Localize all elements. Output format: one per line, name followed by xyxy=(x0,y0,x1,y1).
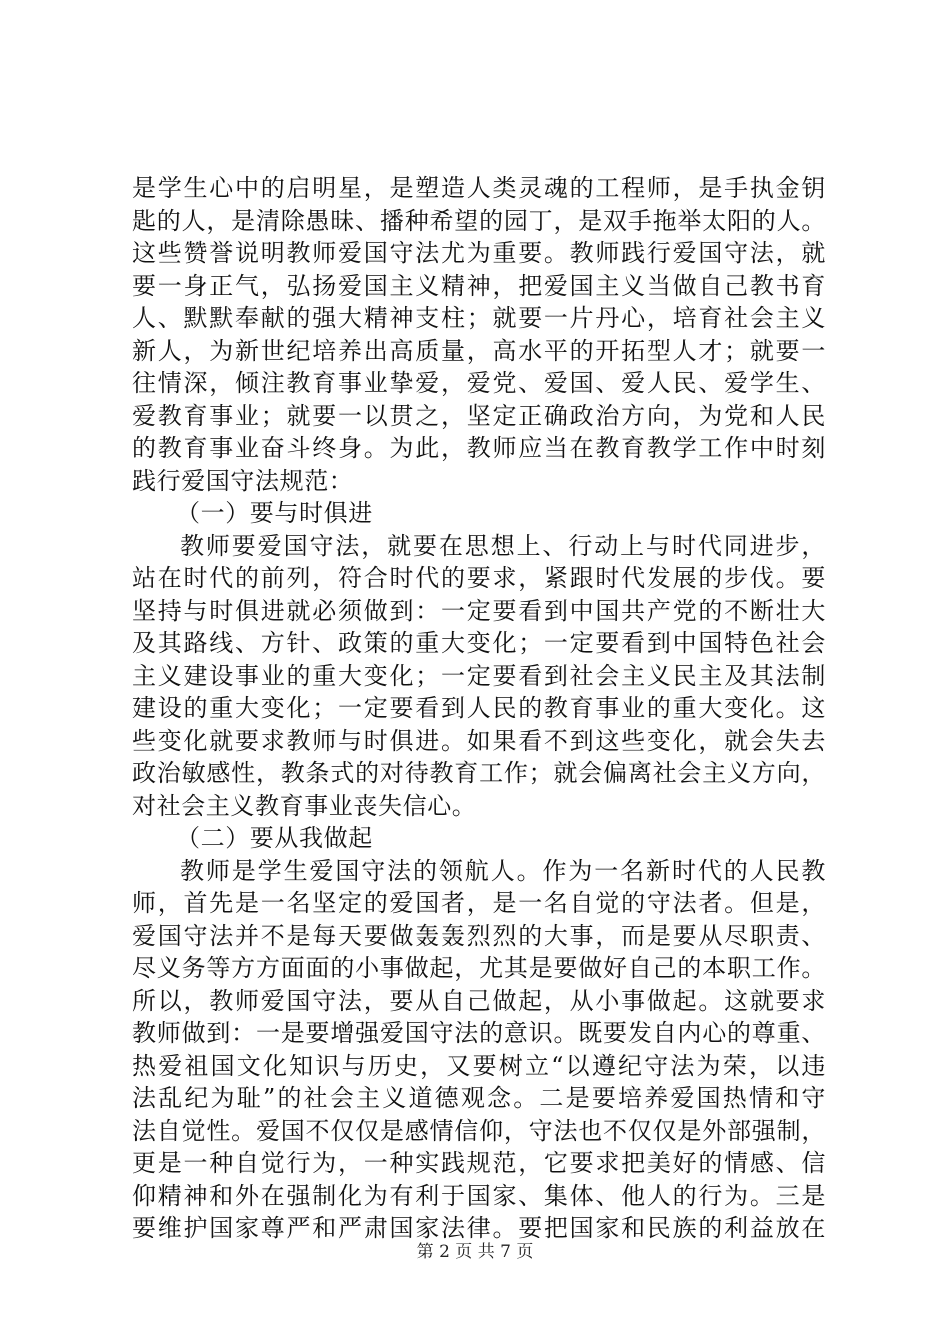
text-line: 践行爱国守法规范： xyxy=(132,466,354,495)
text-line: 及其路线、方针、政策的重大变化；一定要看到中国特色社会 xyxy=(132,629,826,657)
section-heading: （一）要与时俱进 xyxy=(176,499,373,527)
text-line: 坚持与时俱进就必须做到：一定要看到中国共产党的不断壮大 xyxy=(132,596,826,625)
text-line: 政治敏感性，教条式的对待教育工作；就会偏离社会主义方向， xyxy=(132,759,826,787)
text-line: 些变化就要求教师与时俱进。如果看不到这些变化，就会失去 xyxy=(132,726,826,755)
text-line: 教师做到：一是要增强爱国守法的意识。既要发自内心的尊重、 xyxy=(132,1019,826,1047)
page-footer: 第 2 页 共 7 页 xyxy=(416,1242,534,1262)
text-line: 对社会主义教育事业丧失信心。 xyxy=(132,791,477,820)
document-body xyxy=(132,172,826,1245)
section-heading: （二）要从我做起 xyxy=(176,824,373,852)
text-line: 尽义务等方方面面的小事做起，尤其是要做好自己的本职工作。 xyxy=(132,954,826,982)
text-line: 建设的重大变化；一定要看到人民的教育事业的重大变化。这 xyxy=(132,694,826,722)
text-line: 是学生心中的启明星，是塑造人类灵魂的工程师，是手执金钥 xyxy=(132,174,826,202)
text-line: 更是一种自觉行为，一种实践规范，它要求把美好的情感、信 xyxy=(132,1149,826,1177)
text-line: 的教育事业奋斗终身。为此，教师应当在教育教学工作中时刻 xyxy=(132,434,826,462)
text-line: 教师要爱国守法，就要在思想上、行动上与时代同进步， xyxy=(180,531,826,560)
text-line: 仰精神和外在强制化为有利于国家、集体、他人的行为。三是 xyxy=(132,1181,826,1210)
text-line: 师，首先是一名坚定的爱国者，是一名自觉的守法者。但是， xyxy=(132,889,826,917)
text-line: 爱教育事业；就要一以贯之，坚定正确政治方向，为党和人民 xyxy=(132,401,826,430)
text-line: 往情深，倾注教育事业挚爱，爱党、爱国、爱人民、爱学生、 xyxy=(132,369,826,397)
text-line: 站在时代的前列，符合时代的要求，紧跟时代发展的步伐。要 xyxy=(132,564,826,592)
text-line: 新人，为新世纪培养出高质量，高水平的开拓型人才；就要一 xyxy=(132,336,826,365)
text-line: 所以，教师爱国守法，要从自己做起，从小事做起。这就要求 xyxy=(132,986,826,1015)
text-line: 爱国守法并不是每天要做轰轰烈烈的大事，而是要从尽职责、 xyxy=(132,921,826,950)
text-line: 主义建设事业的重大变化；一定要看到社会主义民主及其法制 xyxy=(132,661,826,690)
text-line: 热爱祖国文化知识与历史，又要树立“以遵纪守法为荣，以违 xyxy=(132,1051,826,1080)
text-line: 法乱纪为耻”的社会主义道德观念。二是要培养爱国热情和守 xyxy=(132,1084,826,1112)
text-line: 法自觉性。爱国不仅仅是感情信仰，守法也不仅仅是外部强制， xyxy=(132,1116,826,1145)
text-line: 这些赞誉说明教师爱国守法尤为重要。教师践行爱国守法，就 xyxy=(132,239,826,267)
text-line: 人、默默奉献的强大精神支柱；就要一片丹心，培育社会主义 xyxy=(132,304,826,332)
text-line: 要维护国家尊严和严肃国家法律。要把国家和民族的利益放在 xyxy=(132,1214,826,1242)
text-line: 匙的人，是清除愚昧、播种希望的园丁，是双手拖举太阳的人。 xyxy=(132,206,826,235)
text-line: 要一身正气，弘扬爱国主义精神，把爱国主义当做自己教书育 xyxy=(132,271,826,300)
text-line: 教师是学生爱国守法的领航人。作为一名新时代的人民教 xyxy=(180,856,826,885)
